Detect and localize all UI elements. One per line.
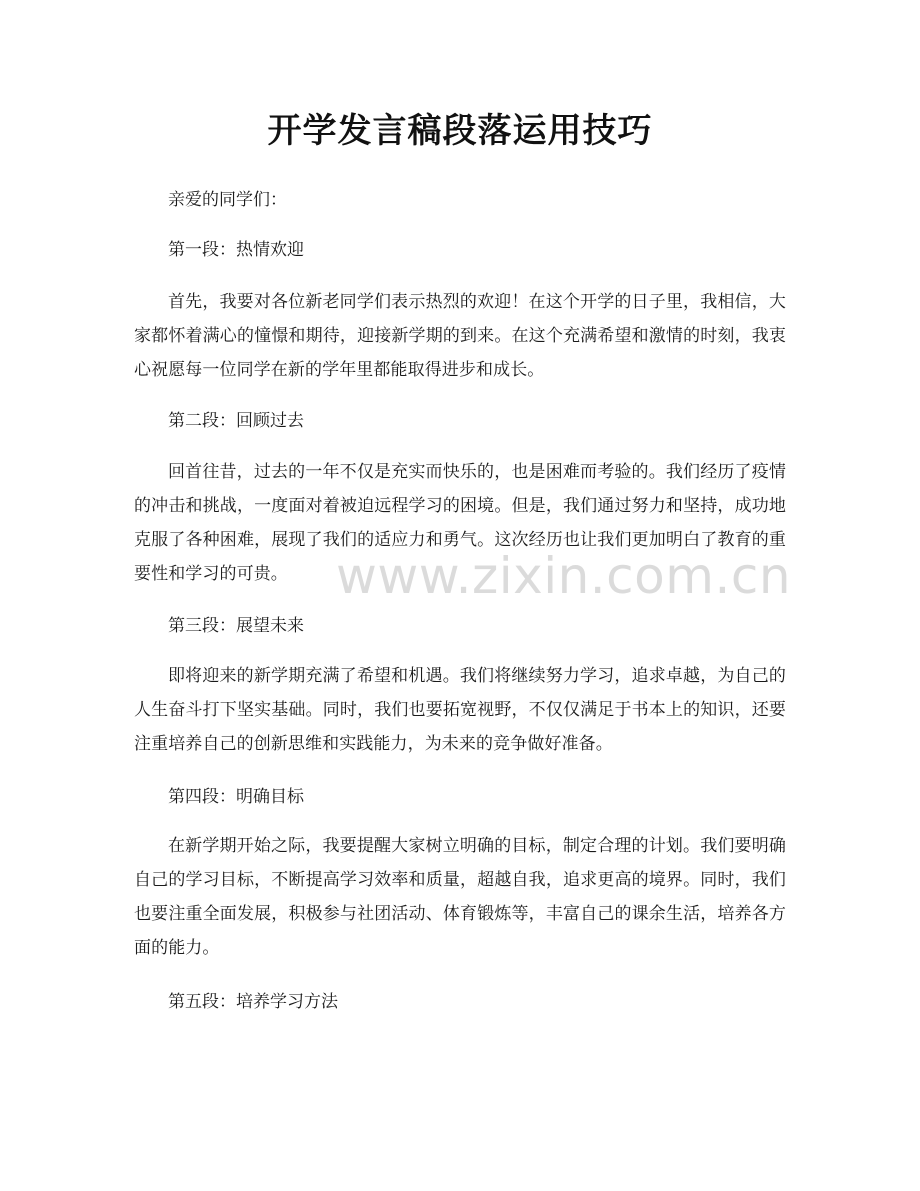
section-body-2: 回首往昔，过去的一年不仅是充实而快乐的，也是困难而考验的。我们经历了疫情的冲击和挑战，一度面对着被迫远程学习的困境。但是，我们通过努力和坚持，成功地克服了各种困难，展现了我们的适应力和勇气。这次经历也让我们更加明白了教育的重要性和学习的可贵。 <box>134 462 786 584</box>
watermark: www.zixin.com.cn <box>336 547 792 605</box>
section-body-3: 即将迎来的新学期充满了希望和机遇。我们将继续努力学习，追求卓越，为自己的人生奋斗打下坚实基础。同时，我们也要拓宽视野，不仅仅满足于书本上的知识，还要注重培养自己的创新思维和实践能力，为未来的竞争做好准备。 <box>134 666 786 754</box>
section-body-4: 在新学期开始之际，我要提醒大家树立明确的目标，制定合理的计划。我们要明确自己的学习目标，不断提高学习效率和质量，超越自我，追求更高的境界。同时，我们也要注重全面发展，积极参与社团活动、体育锻炼等，丰富自己的课余生活，培养各方面的能力。 <box>134 836 786 958</box>
document-title: 开学发言稿段落运用技巧 <box>267 111 653 151</box>
section-heading-1: 第一段：热情欢迎 <box>168 240 304 260</box>
section-heading-5: 第五段：培养学习方法 <box>168 992 338 1012</box>
greeting: 亲爱的同学们： <box>168 190 287 210</box>
section-heading-3: 第三段：展望未来 <box>168 616 304 636</box>
section-heading-2: 第二段：回顾过去 <box>168 411 304 431</box>
section-heading-4: 第四段：明确目标 <box>168 787 304 807</box>
section-body-1: 首先，我要对各位新老同学们表示热烈的欢迎！在这个开学的日子里，我相信，大家都怀着满心的憧憬和期待，迎接新学期的到来。在这个充满希望和激情的时刻，我衷心祝愿每一位同学在新的学年里都能取得进步和成长。 <box>134 292 786 380</box>
